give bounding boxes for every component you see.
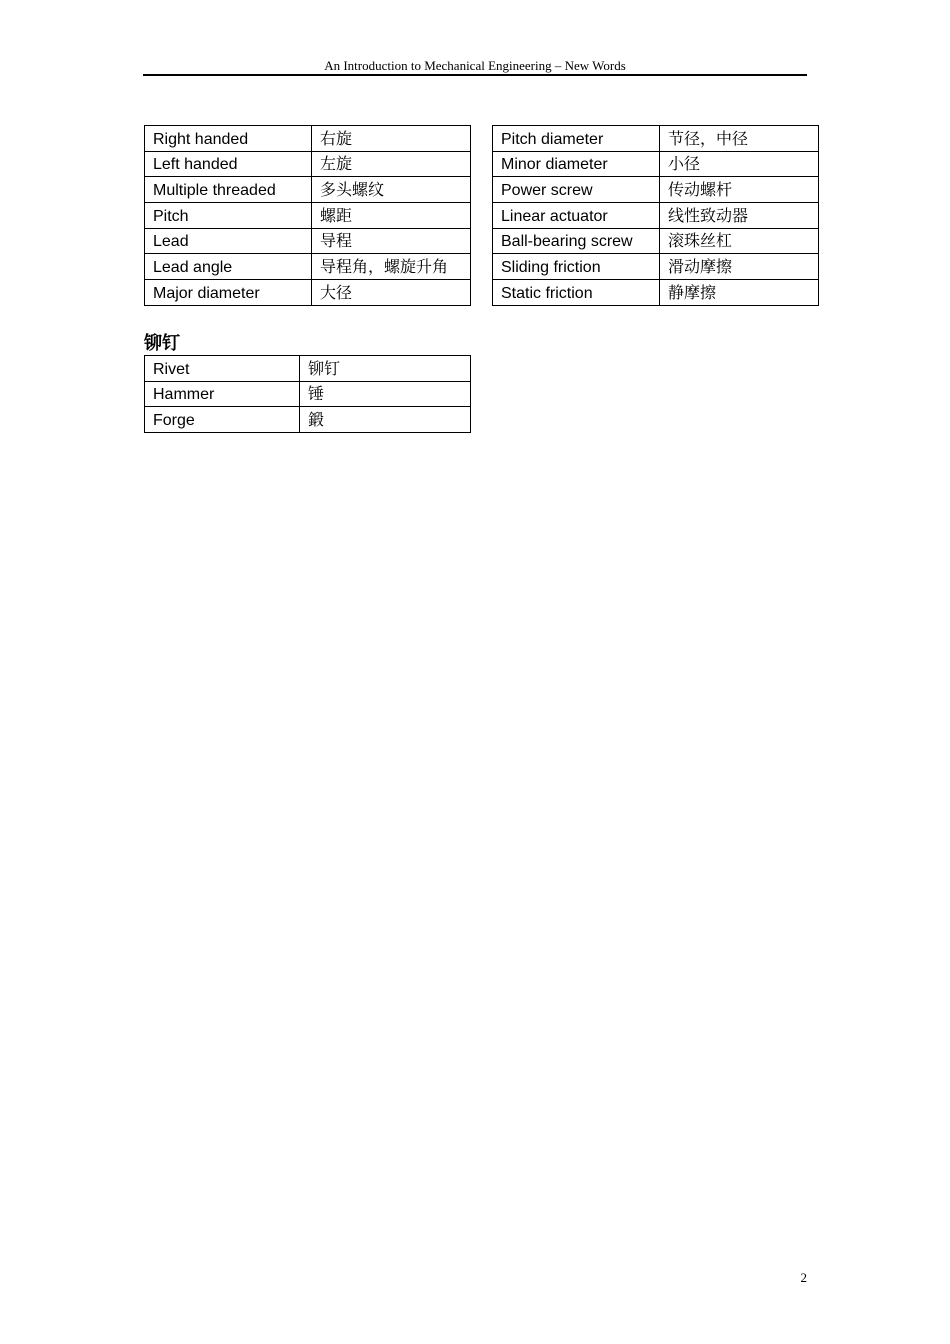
term-english: Minor diameter <box>493 151 660 177</box>
page-number: 2 <box>800 1270 807 1285</box>
table-row <box>493 177 819 203</box>
table-row <box>145 407 471 433</box>
table-row <box>493 151 819 177</box>
term-chinese: 螺距 <box>312 203 471 229</box>
term-english: Sliding friction <box>493 254 660 280</box>
term-english: Right handed <box>145 126 312 152</box>
term-english: Major diameter <box>145 280 312 306</box>
term-chinese: 多头螺纹 <box>312 177 471 203</box>
term-english: Hammer <box>145 381 300 407</box>
term-chinese: 大径 <box>312 280 471 306</box>
table-row <box>145 381 471 407</box>
term-english: Pitch <box>145 203 312 229</box>
term-english: Multiple threaded <box>145 177 312 203</box>
table-row <box>145 254 471 280</box>
rivet-section-heading: 铆钉 <box>144 333 180 353</box>
term-chinese: 导程角，螺旋升角 <box>312 254 471 280</box>
term-english: Left handed <box>145 151 312 177</box>
term-chinese: 滑动摩擦 <box>660 254 819 280</box>
table-row <box>493 228 819 254</box>
term-english: Power screw <box>493 177 660 203</box>
table-row <box>145 177 471 203</box>
term-english: Static friction <box>493 280 660 306</box>
table-row <box>145 203 471 229</box>
term-chinese: 锤 <box>300 381 471 407</box>
term-chinese: 传动螺杆 <box>660 177 819 203</box>
table-row <box>145 126 471 152</box>
term-english: Forge <box>145 407 300 433</box>
term-chinese: 滚珠丝杠 <box>660 228 819 254</box>
table-row <box>145 228 471 254</box>
header-rule <box>143 74 807 76</box>
table-row <box>493 126 819 152</box>
table-row <box>145 151 471 177</box>
table-row <box>493 203 819 229</box>
term-chinese: 节径，中径 <box>660 126 819 152</box>
term-english: Lead <box>145 228 312 254</box>
term-chinese: 鍛 <box>300 407 471 433</box>
screw-terms-table-right <box>492 125 819 306</box>
table-row <box>145 280 471 306</box>
term-english: Rivet <box>145 356 300 382</box>
term-chinese: 线性致动器 <box>660 203 819 229</box>
term-chinese: 铆钉 <box>300 356 471 382</box>
term-chinese: 小径 <box>660 151 819 177</box>
term-english: Lead angle <box>145 254 312 280</box>
rivet-terms-table <box>144 355 471 433</box>
term-english: Ball-bearing screw <box>493 228 660 254</box>
table-row <box>493 280 819 306</box>
term-chinese: 左旋 <box>312 151 471 177</box>
table-row <box>145 356 471 382</box>
table-row <box>493 254 819 280</box>
term-english: Linear actuator <box>493 203 660 229</box>
term-chinese: 右旋 <box>312 126 471 152</box>
term-chinese: 导程 <box>312 228 471 254</box>
screw-terms-table-left <box>144 125 471 306</box>
term-chinese: 静摩擦 <box>660 280 819 306</box>
term-english: Pitch diameter <box>493 126 660 152</box>
page-header-title: An Introduction to Mechanical Engineering – New Words <box>324 58 626 73</box>
